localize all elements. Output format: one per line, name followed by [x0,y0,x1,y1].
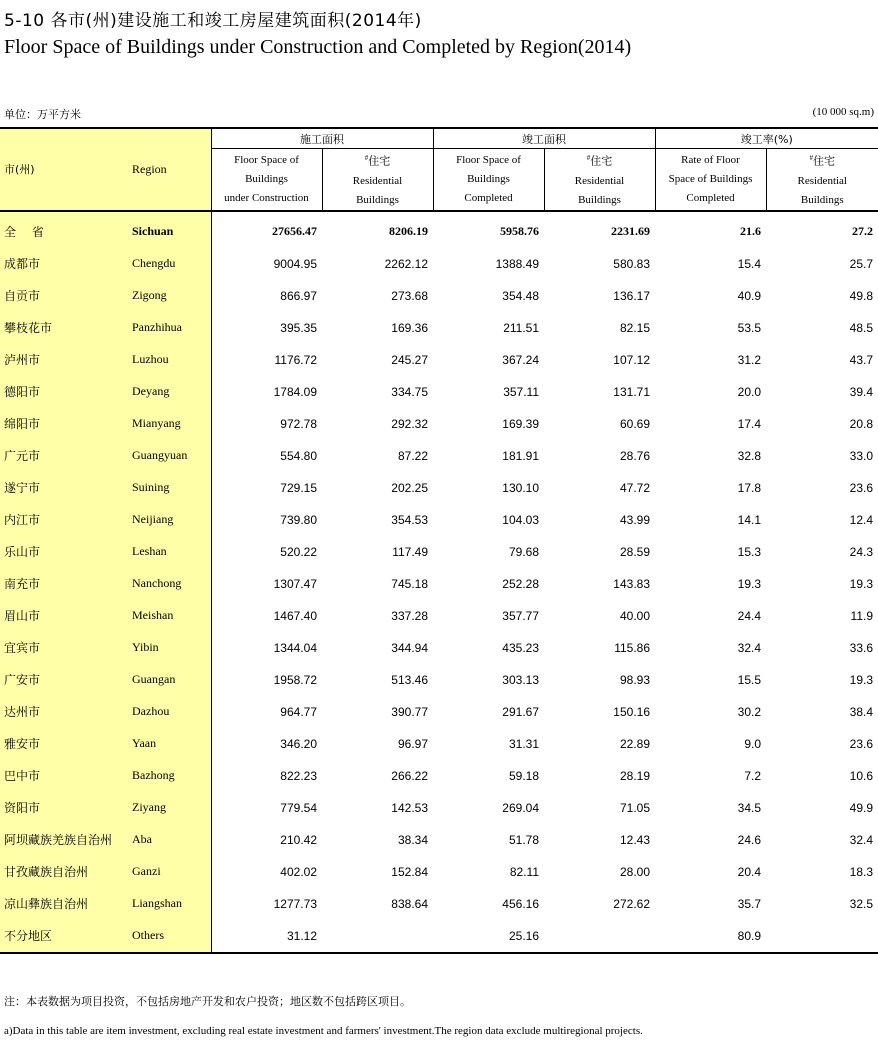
table-row [0,312,878,344]
region-name-cn: 德阳市 [0,376,128,408]
cell-completed-residential: 28.76 [619,448,650,463]
cell-construction-total: 1176.72 [274,352,317,367]
cell-rate-total: 20.4 [737,864,761,879]
cell-construction-residential: 8206.19 [389,224,428,239]
cell-construction-residential: 96.97 [397,736,428,751]
cell-completed-residential: 115.86 [614,640,650,655]
residential-en-line-2: Buildings [356,193,399,206]
cell-construction-total: 1344.04 [273,640,317,655]
cell-completed-residential: 150.16 [613,704,650,719]
region-name-en: Panzhihua [128,312,211,344]
region-name-cn: 遂宁市 [0,472,128,504]
residential-en-line-2: Buildings [578,193,621,206]
region-name-en: Nanchong [128,568,211,600]
region-name-en: Dazhou [128,696,211,728]
cell-rate-total: 53.5 [737,320,761,335]
cell-completed-residential: 98.93 [619,672,650,687]
table-row [0,696,878,728]
cell-construction-total: 1277.73 [273,896,317,911]
cell-rate-residential: 18.3 [849,864,874,879]
cell-completed-total: 211.51 [503,320,539,335]
cell-completed-residential: 580.83 [613,256,650,271]
cell-completed-residential: 47.72 [619,480,650,495]
region-name-en: Sichuan [128,211,211,248]
table-row [0,568,878,600]
table-row [0,664,878,696]
cell-rate-total: 14.1 [737,512,761,527]
region-name-cn: 成都市 [0,248,128,280]
footnote-en: a)Data in this table are item investment, excluding real estate investment and farmers' investment.The region data exclude multiregional projects. [4,1025,643,1037]
cell-construction-total: 31.12 [211,920,322,953]
cell-completed-residential: 40.00 [619,608,650,623]
region-name-cn: 达州市 [0,696,128,728]
cell-completed-residential: 71.05 [619,800,650,815]
cell-construction-total: 520.22 [280,544,317,559]
cell-construction-residential: 337.28 [391,608,428,623]
table-row [0,248,878,280]
unit-label-en: (10 000 sq.m) [812,106,874,118]
cell-completed-total: 169.39 [502,416,539,431]
footnote-cn: 注：本表数据为项目投资，不包括房地产开发和农户投资；地区数不包括跨区项目。 [4,995,411,1008]
cell-rate-total: 15.4 [737,256,761,271]
cell-construction-residential: 169.36 [391,320,428,335]
table-row [0,792,878,824]
cell-completed-total: 357.77 [502,608,539,623]
cell-construction-total: 395.35 [280,320,317,335]
residential-en-line-2: Buildings [800,193,844,206]
table-row [0,376,878,408]
cell-completed-residential [544,920,655,953]
region-name-en: Aba [128,824,211,856]
cell-rate-total: 15.5 [737,672,761,687]
region-name-en: Guangyuan [128,440,211,472]
header-construction-total [211,149,322,211]
cell-completed-total: 357.11 [503,384,539,399]
cell-completed-residential: 28.59 [619,544,650,559]
cell-construction-total: 779.54 [280,800,317,815]
cell-construction-total: 210.42 [280,832,317,847]
header-group-rate: 竣工率(%) [655,128,878,149]
cell-rate-residential: 32.5 [849,896,874,911]
region-name-en: Guangan [128,664,211,696]
cell-rate-total: 17.4 [737,416,761,431]
region-name-cn: 乐山市 [0,536,128,568]
cell-completed-residential: 82.15 [619,320,650,335]
region-name-en: Deyang [128,376,211,408]
cell-completed-total: 456.16 [502,896,539,911]
region-name-cn: 南充市 [0,568,128,600]
cell-completed-residential: 143.83 [613,576,650,591]
cell-rate-total: 34.5 [737,800,761,815]
cell-completed-total: 303.13 [502,672,539,687]
header-rate-line-3: Completed [686,191,735,204]
cell-completed-total: 59.18 [508,768,539,783]
header-group-construction: 施工面积 [211,128,433,149]
cell-completed-residential: 43.99 [619,512,650,527]
cell-construction-total: 739.80 [280,512,317,527]
region-name-cn: 甘孜藏族自治州 [0,856,128,888]
cell-completed-residential: 131.71 [613,384,650,399]
region-name-en: Ganzi [128,856,211,888]
cell-construction-total: 964.77 [280,704,317,719]
cell-rate-total: 19.3 [737,576,761,591]
cell-construction-total: 402.02 [280,864,317,879]
cell-construction-total: 972.78 [280,416,317,431]
header-completed-residential [544,149,655,211]
page-title-en: Floor Space of Buildings under Construction and Completed by Region(2014) [4,36,632,58]
region-name-cn: 资阳市 [0,792,128,824]
header-completed-total [433,149,544,211]
cell-rate-residential: 33.0 [849,448,874,463]
cell-construction-residential: 152.84 [391,864,428,879]
cell-rate-total: 20.0 [737,384,761,399]
cell-construction-residential: 142.53 [391,800,428,815]
cell-rate-residential: 24.3 [849,544,874,559]
region-name-cn: 宜宾市 [0,632,128,664]
cell-rate-total: 7.2 [744,768,761,783]
header-completed-line-1: Floor Space of [456,153,521,166]
region-name-en: Yaan [128,728,211,760]
cell-construction-residential: 87.22 [397,448,428,463]
cell-completed-residential: 2231.69 [611,224,650,239]
residential-en-line-1: Residential [797,174,847,187]
cell-rate-residential: 10.6 [849,768,874,783]
residential-en-line-1: Residential [352,174,403,187]
cell-rate-residential: 20.8 [849,416,874,431]
cell-completed-total: 25.16 [433,920,544,953]
cell-rate-residential: 23.6 [849,480,874,495]
region-name-cn: 绵阳市 [0,408,128,440]
cell-construction-total: 1958.72 [273,672,317,687]
region-name-en: Yibin [128,632,211,664]
cell-rate-total: 21.6 [740,224,761,239]
cell-construction-total: 1784.09 [273,384,317,399]
cell-rate-total: 9.0 [744,736,761,751]
header-construction-line-2: Buildings [245,172,288,185]
table-body [0,211,878,953]
cell-construction-residential: 334.75 [391,384,428,399]
cell-construction-residential: 354.53 [391,512,428,527]
cell-rate-total: 31.2 [737,352,761,367]
cell-construction-residential: 117.49 [392,544,428,559]
cell-rate-residential: 49.9 [849,800,874,815]
cell-construction-residential [322,920,433,953]
table-row [0,920,878,953]
header-rate-line-2: Space of Buildings [668,172,753,185]
header-rate-line-1: Rate of Floor [681,153,740,166]
table-row [0,632,878,664]
cell-rate-residential: 19.3 [849,576,874,591]
cell-rate-residential: 32.4 [849,832,874,847]
cell-completed-residential: 272.62 [613,896,650,911]
header-rate-residential [766,149,878,211]
region-name-cn: 巴中市 [0,760,128,792]
cell-construction-total: 554.80 [280,448,317,463]
cell-rate-residential: 33.6 [849,640,874,655]
header-construction-residential [322,149,433,211]
cell-rate-residential: 25.7 [849,256,874,271]
cell-completed-total: 435.23 [502,640,539,655]
header-construction-line-1: Floor Space of [234,153,299,166]
cell-completed-total: 181.91 [502,448,539,463]
region-name-en: Meishan [128,600,211,632]
cell-rate-total: 30.2 [737,704,761,719]
region-name-en: Leshan [128,536,211,568]
region-name-cn: 泸州市 [0,344,128,376]
cell-rate-residential: 49.8 [849,288,874,303]
table-row [0,504,878,536]
table-row [0,600,878,632]
cell-rate-total: 35.7 [737,896,761,911]
cell-construction-residential: 390.77 [391,704,428,719]
cell-construction-total: 27656.47 [272,224,317,239]
cell-completed-total: 31.31 [508,736,539,751]
header-completed-line-2: Buildings [467,172,510,185]
table-row-total [0,211,878,248]
region-name-en: Bazhong [128,760,211,792]
residential-cn: 住宅 [590,154,613,168]
region-name-cn: 眉山市 [0,600,128,632]
table-row [0,472,878,504]
table-row [0,408,878,440]
region-name-cn: 不分地区 [0,920,128,953]
cell-completed-total: 269.04 [502,800,539,815]
cell-rate-residential: 48.5 [849,320,874,335]
region-name-cn: 攀枝花市 [0,312,128,344]
region-name-cn: 凉山彝族自治州 [0,888,128,920]
cell-completed-residential: 28.00 [619,864,650,879]
unit-label-cn: 单位：万平方米 [4,108,81,121]
cell-completed-residential: 28.19 [619,768,650,783]
cell-construction-residential: 202.25 [391,480,428,495]
cell-construction-total: 1307.47 [273,576,317,591]
table-row [0,728,878,760]
region-name-en: Zigong [128,280,211,312]
residential-mark: # [586,154,591,162]
cell-completed-residential: 107.12 [613,352,650,367]
cell-rate-total: 24.4 [737,608,761,623]
cell-rate-residential: 39.4 [849,384,874,399]
region-name-en: Neijiang [128,504,211,536]
region-name-en: Ziyang [128,792,211,824]
cell-construction-residential: 38.34 [397,832,428,847]
region-name-cn: 阿坝藏族羌族自治州 [0,824,128,856]
region-name-cn: 广安市 [0,664,128,696]
cell-construction-residential: 838.64 [391,896,428,911]
table-row [0,760,878,792]
cell-construction-total: 346.20 [280,736,317,751]
floor-space-table [0,127,878,954]
residential-mark: # [364,154,369,162]
cell-rate-total: 32.4 [737,640,761,655]
residential-cn: 住宅 [813,154,835,168]
cell-completed-total: 291.67 [502,704,539,719]
region-name-cn: 广元市 [0,440,128,472]
cell-completed-total: 82.11 [509,864,539,879]
region-name-en: Chengdu [128,248,211,280]
cell-rate-residential [766,920,878,953]
cell-rate-residential: 12.4 [849,512,874,527]
cell-completed-total: 5958.76 [500,224,539,239]
region-name-en: Suining [128,472,211,504]
region-name-en: Mianyang [128,408,211,440]
region-name-en: Others [128,920,211,953]
cell-completed-total: 79.68 [508,544,539,559]
cell-completed-total: 130.10 [502,480,539,495]
cell-rate-residential: 27.2 [852,224,874,239]
cell-rate-total: 40.9 [737,288,761,303]
residential-cn: 住宅 [368,154,391,168]
cell-completed-residential: 136.17 [613,288,650,303]
header-region-en: Region [128,128,211,211]
cell-construction-total: 1467.40 [273,608,317,623]
cell-completed-total: 1388.49 [495,256,539,271]
cell-rate-total: 80.9 [655,920,766,953]
table-row [0,856,878,888]
table-row [0,280,878,312]
residential-en-line-1: Residential [574,174,625,187]
table-row [0,888,878,920]
cell-rate-residential: 19.3 [849,672,874,687]
region-name-en: Liangshan [128,888,211,920]
region-name-cn: 内江市 [0,504,128,536]
table-row [0,536,878,568]
header-rate-total [655,149,766,211]
cell-construction-residential: 292.32 [391,416,428,431]
cell-construction-residential: 513.46 [391,672,428,687]
cell-completed-residential: 12.43 [619,832,650,847]
cell-completed-residential: 22.89 [619,736,650,751]
header-construction-line-3: under Construction [224,191,309,204]
page-title-cn: 5-10 各市(州)建设施工和竣工房屋建筑面积(2014年) [4,11,422,31]
cell-rate-residential: 11.9 [850,608,874,623]
region-name-cn: 自贡市 [0,280,128,312]
cell-construction-residential: 245.27 [391,352,428,367]
header-completed-line-3: Completed [464,191,513,204]
header-city-cn: 市(州) [0,128,128,211]
cell-construction-total: 9004.95 [273,256,317,271]
cell-rate-residential: 23.6 [849,736,874,751]
cell-completed-total: 104.03 [502,512,539,527]
cell-completed-total: 354.48 [502,288,539,303]
region-name-cn: 雅安市 [0,728,128,760]
cell-construction-residential: 273.68 [391,288,428,303]
cell-rate-residential: 38.4 [849,704,874,719]
region-name-cn: 全 省 [0,211,128,248]
cell-construction-total: 822.23 [280,768,317,783]
cell-construction-total: 866.97 [280,288,317,303]
cell-construction-residential: 745.18 [391,576,428,591]
table-row [0,344,878,376]
cell-completed-total: 252.28 [502,576,539,591]
cell-rate-total: 15.3 [737,544,761,559]
cell-completed-residential: 60.69 [619,416,650,431]
cell-completed-total: 51.78 [508,832,539,847]
cell-completed-total: 367.24 [502,352,539,367]
header-group-completed: 竣工面积 [433,128,655,149]
cell-rate-total: 17.8 [737,480,761,495]
cell-rate-total: 24.6 [737,832,761,847]
cell-rate-residential: 43.7 [849,352,874,367]
cell-rate-total: 32.8 [737,448,761,463]
cell-construction-residential: 2262.12 [384,256,428,271]
cell-construction-residential: 266.22 [391,768,428,783]
cell-construction-residential: 344.94 [391,640,428,655]
table-row [0,440,878,472]
cell-construction-total: 729.15 [280,480,317,495]
region-name-en: Luzhou [128,344,211,376]
residential-mark: # [809,154,813,162]
table-row [0,824,878,856]
